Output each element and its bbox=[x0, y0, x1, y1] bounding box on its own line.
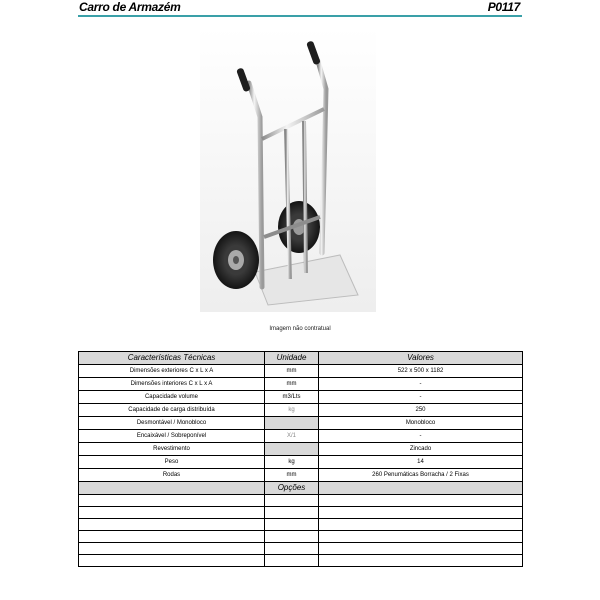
options-header-right bbox=[319, 482, 523, 495]
row-label: Dimensões exteriores C x L x A bbox=[79, 365, 265, 378]
header-unit: Unidade bbox=[265, 352, 319, 365]
row-label: Revestimento bbox=[79, 443, 265, 456]
row-label: Rodas bbox=[79, 469, 265, 482]
options-row bbox=[79, 531, 523, 543]
row-label: Encaixável / Sobreponível bbox=[79, 430, 265, 443]
options-row bbox=[79, 555, 523, 567]
table-row bbox=[79, 417, 523, 430]
product-code: P0117 bbox=[487, 0, 520, 14]
table-header-row bbox=[79, 352, 523, 365]
row-unit: kg bbox=[265, 404, 319, 417]
row-label: Peso bbox=[79, 456, 265, 469]
row-unit: kg bbox=[265, 456, 319, 469]
table-row bbox=[79, 430, 523, 443]
row-value: - bbox=[319, 391, 523, 404]
table-row bbox=[79, 391, 523, 404]
row-unit: mm bbox=[265, 378, 319, 391]
table-row bbox=[79, 443, 523, 456]
row-label: Capacidade de carga distribuída bbox=[79, 404, 265, 417]
table-row bbox=[79, 456, 523, 469]
row-label: Desmontável / Monobloco bbox=[79, 417, 265, 430]
row-value: Monobloco bbox=[319, 417, 523, 430]
row-value: 260 Penumáticas Borracha / 2 Fixas bbox=[319, 469, 523, 482]
row-value: 14 bbox=[319, 456, 523, 469]
row-unit: X/1 bbox=[265, 430, 319, 443]
options-row bbox=[79, 519, 523, 531]
row-unit bbox=[265, 417, 319, 430]
row-value: 522 x 500 x 1182 bbox=[319, 365, 523, 378]
table-row bbox=[79, 365, 523, 378]
options-header: Opções bbox=[265, 482, 319, 495]
header-values: Valores bbox=[319, 352, 523, 365]
options-header-row bbox=[79, 482, 523, 495]
row-value: Zincado bbox=[319, 443, 523, 456]
hand-truck-illustration bbox=[200, 27, 376, 312]
row-value: - bbox=[319, 430, 523, 443]
options-row bbox=[79, 495, 523, 507]
options-row bbox=[79, 507, 523, 519]
options-header-left bbox=[79, 482, 265, 495]
specifications-table bbox=[78, 351, 523, 567]
row-value: - bbox=[319, 378, 523, 391]
row-value: 250 bbox=[319, 404, 523, 417]
row-label: Dimensões interiores C x L x A bbox=[79, 378, 265, 391]
options-row bbox=[79, 543, 523, 555]
row-unit: m3/Lts bbox=[265, 391, 319, 404]
document-title: Carro de Armazém bbox=[79, 0, 181, 14]
header-divider bbox=[78, 15, 522, 17]
image-caption: Imagem não contratual bbox=[269, 326, 331, 332]
table-row bbox=[79, 469, 523, 482]
product-image bbox=[200, 27, 376, 312]
row-unit: mm bbox=[265, 365, 319, 378]
row-unit: mm bbox=[265, 469, 319, 482]
table-row bbox=[79, 378, 523, 391]
table-row bbox=[79, 404, 523, 417]
header-characteristics: Características Técnicas bbox=[79, 352, 265, 365]
row-unit bbox=[265, 443, 319, 456]
row-label: Capacidade volume bbox=[79, 391, 265, 404]
